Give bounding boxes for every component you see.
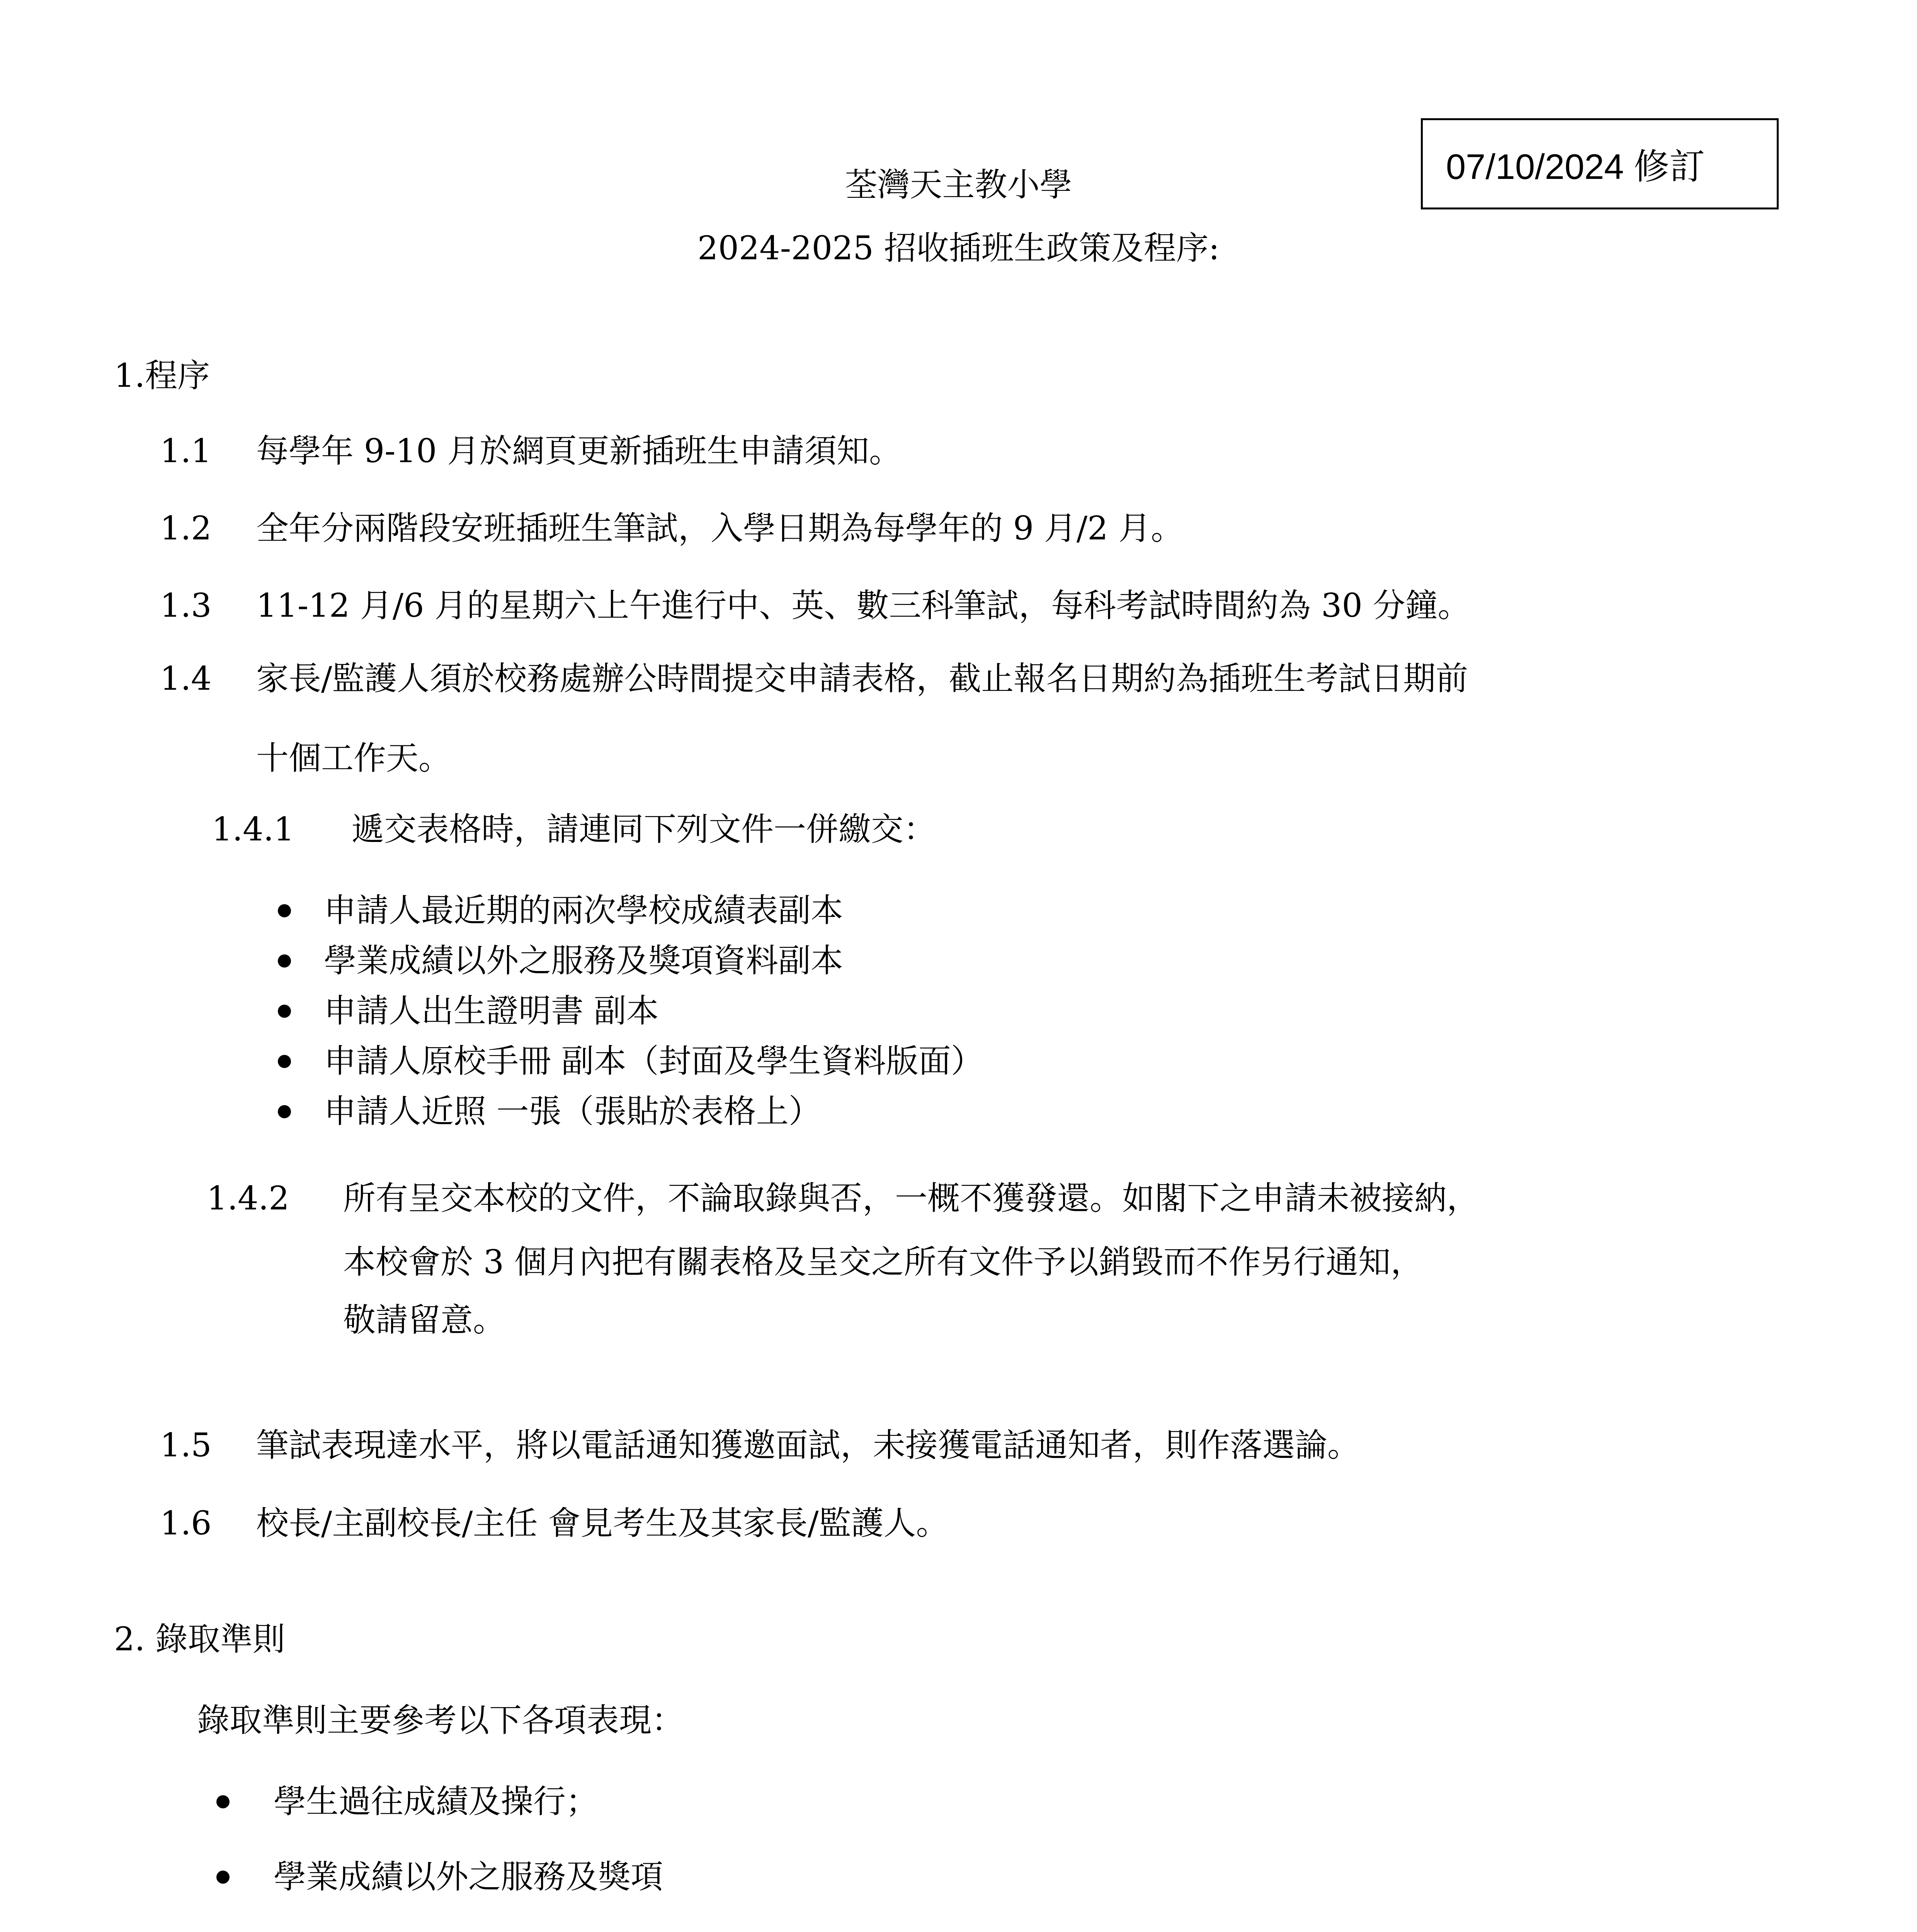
item-1-5-text: 筆試表現達水平，將以電話通知獲邀面試，未接獲電話通知者，則作落選論。 [256, 1426, 1360, 1464]
school-name: 荃灣天主教小學 [845, 166, 1072, 204]
section-2-intro: 錄取準則主要參考以下各項表現： [197, 1701, 684, 1739]
item-1-1-text: 每學年 9-10 月於網頁更新插班生申請須知。 [256, 432, 902, 470]
section-2-heading: 2. 錄取準則 [114, 1620, 285, 1658]
item-1-4-2-line: 敬請留意。 [343, 1301, 506, 1339]
document-list-item: 申請人最近期的兩次學校成績表副本 [324, 891, 844, 929]
criteria-list-item: 學業成績以外之服務及獎項 [274, 1858, 663, 1896]
bullet-icon [278, 954, 291, 968]
bullet-icon [216, 1795, 230, 1808]
item-1-4-text: 家長/監護人須於校務處辦公時間提交申請表格，截止報名日期約為插班生考試日期前 [256, 660, 1468, 697]
item-1-5-number: 1.5 [160, 1426, 212, 1464]
criteria-list-item: 學生過往成績及操行； [274, 1782, 599, 1820]
document-list-item: 學業成績以外之服務及獎項資料副本 [324, 942, 844, 980]
item-1-1-number: 1.1 [160, 432, 212, 470]
document-list-item: 申請人近照 一張（張貼於表格上） [324, 1092, 821, 1130]
item-1-4-number: 1.4 [160, 660, 212, 697]
item-1-4-text-continued: 十個工作天。 [256, 739, 451, 777]
item-1-4-2-number: 1.4.2 [207, 1179, 289, 1217]
item-1-3-number: 1.3 [160, 587, 212, 624]
document-subtitle: 2024-2025 招收插班生政策及程序: [697, 229, 1220, 267]
document-list-item: 申請人出生證明書 副本 [324, 992, 659, 1030]
revision-date: 07/10/2024 修訂 [1446, 147, 1705, 187]
bullet-icon [278, 904, 291, 917]
bullet-icon [278, 1055, 291, 1068]
item-1-4-1-number: 1.4.1 [212, 810, 294, 848]
item-1-4-1-text: 遞交表格時，請連同下列文件一併繳交： [352, 810, 936, 848]
item-1-4-2-line: 本校會於 3 個月內把有關表格及呈交之所有文件予以銷毀而不作另行通知， [343, 1243, 1423, 1281]
bullet-icon [278, 1005, 291, 1018]
item-1-6-number: 1.6 [160, 1504, 212, 1542]
item-1-3-text: 11-12 月/6 月的星期六上午進行中、英、數三科筆試，每科考試時間約為 30 分鐘。 [256, 587, 1470, 624]
item-1-4-2-line: 所有呈交本校的文件，不論取錄與否，一概不獲發還。如閣下之申請未被接納， [343, 1179, 1480, 1217]
document-list-item: 申請人原校手冊 副本（封面及學生資料版面） [324, 1042, 983, 1080]
item-1-2-number: 1.2 [160, 509, 212, 547]
bullet-icon [278, 1105, 291, 1118]
item-1-6-text: 校長/主副校長/主任 會見考生及其家長/監護人。 [256, 1504, 949, 1542]
section-1-heading: 1.程序 [114, 357, 210, 395]
bullet-icon [216, 1871, 230, 1884]
item-1-2-text: 全年分兩階段安班插班生筆試，入學日期為每學年的 9 月/2 月。 [256, 509, 1184, 547]
